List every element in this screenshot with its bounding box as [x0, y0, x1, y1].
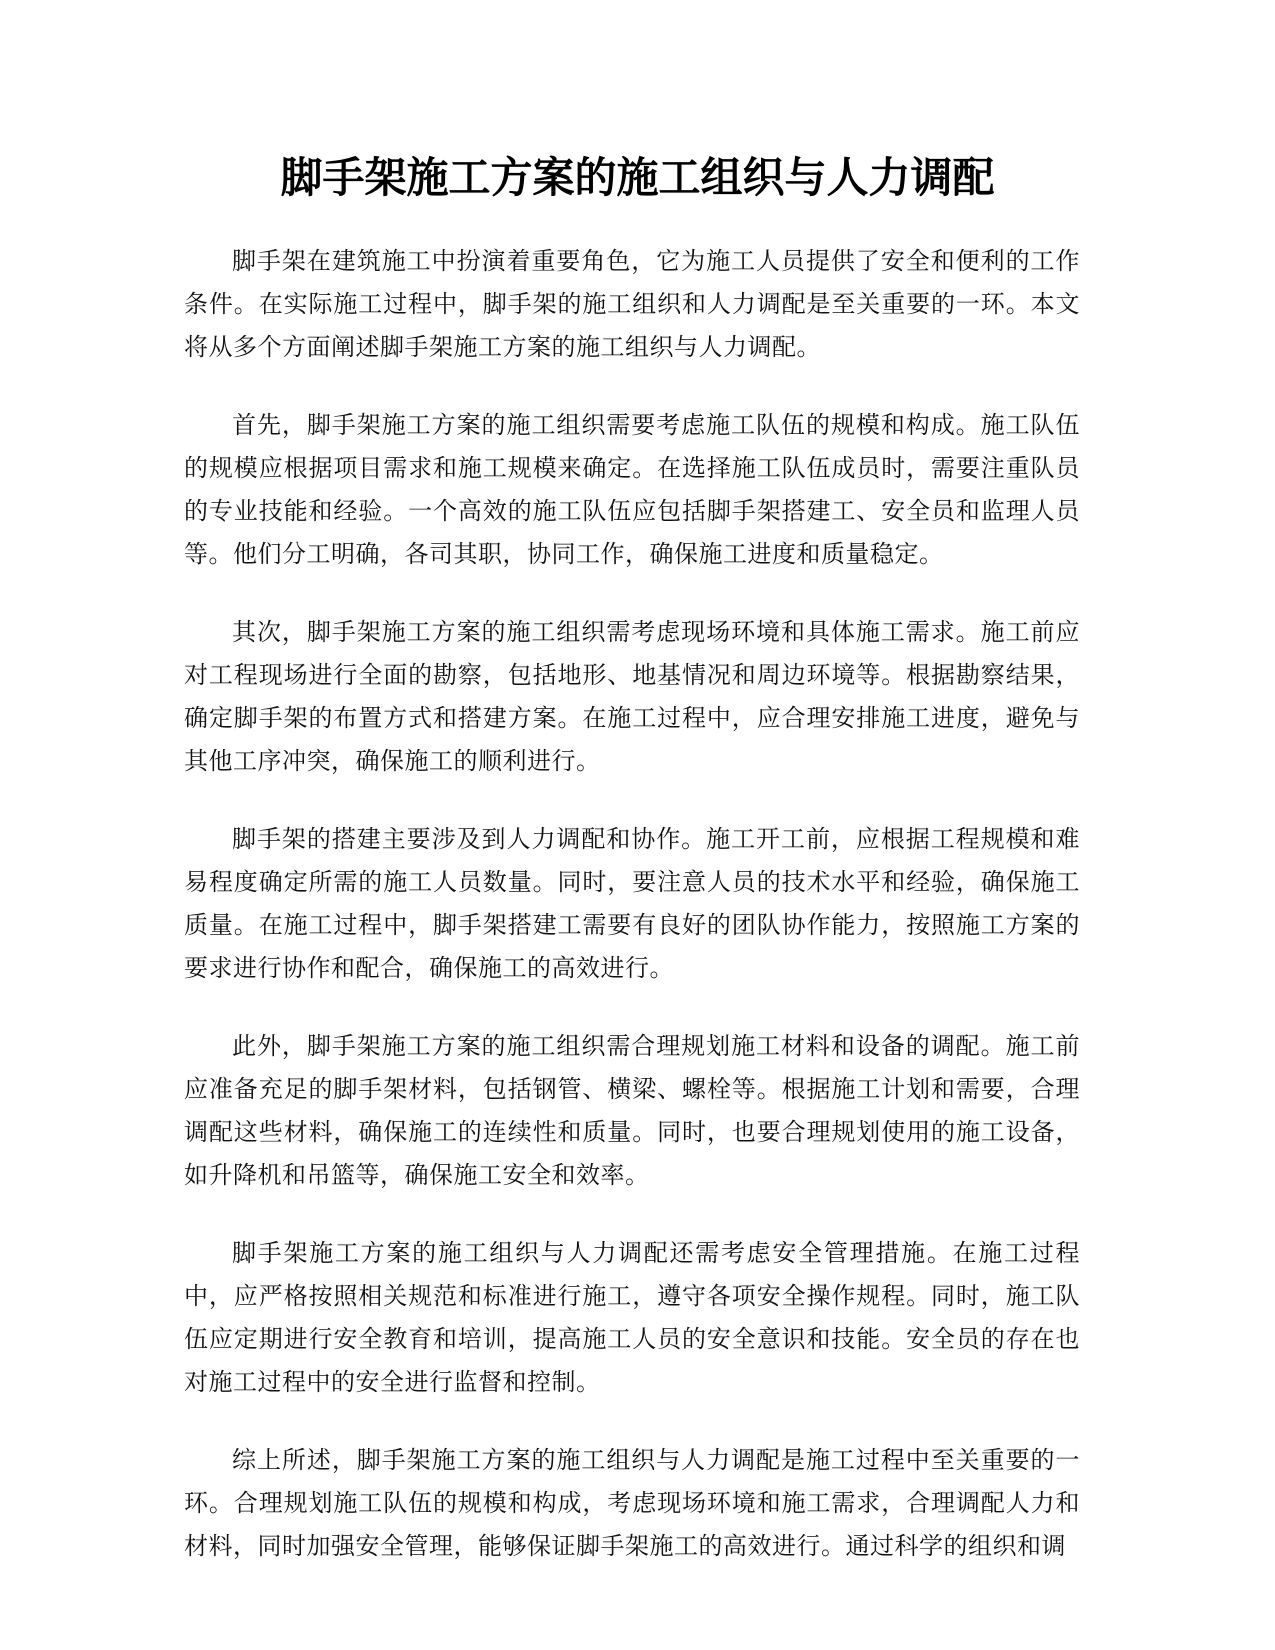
document-body — [184, 240, 1080, 1603]
paragraph-2: 首先，脚手架施工方案的施工组织需要考虑施工队伍的规模和构成。施工队伍的规模应根据项目需求和施工规模来确定。在选择施工队伍成员时，需要注重队员的专业技能和经验。一个高效的施工队伍应包括脚手架搭建工、安全员和监理人员等。他们分工明确，各司其职，协同工作，确保施工进度和质量稳定。 — [184, 411, 1080, 568]
paragraph-4: 脚手架的搭建主要涉及到人力调配和协作。施工开工前，应根据工程规模和难易程度确定所需的施工人员数量。同时，要注意人员的技术水平和经验，确保施工质量。在施工过程中，脚手架搭建工需要有良好的团队协作能力，按照施工方案的要求进行协作和配合，确保施工的高效进行。 — [184, 825, 1080, 982]
paragraph-3: 其次，脚手架施工方案的施工组织需考虑现场环境和具体施工需求。施工前应对工程现场进行全面的勘察，包括地形、地基情况和周边环境等。根据勘察结果，确定脚手架的布置方式和搭建方案。在施工过程中，应合理安排施工进度，避免与其他工序冲突，确保施工的顺利进行。 — [184, 618, 1080, 775]
paragraph-5: 此外，脚手架施工方案的施工组织需合理规划施工材料和设备的调配。施工前应准备充足的脚手架材料，包括钢管、横梁、螺栓等。根据施工计划和需要，合理调配这些材料，确保施工的连续性和质量。同时，也要合理规划使用的施工设备，如升降机和吊篮等，确保施工安全和效率。 — [184, 1032, 1080, 1189]
document-title: 脚手架施工方案的施工组织与人力调配 — [280, 153, 995, 202]
paragraph-7: 综上所述，脚手架施工方案的施工组织与人力调配是施工过程中至关重要的一环。合理规划施工队伍的规模和构成，考虑现场环境和施工需求，合理调配人力和材料，同时加强安全管理，能够保证脚手架施工的高效进行。通过科学的组织和调 — [184, 1446, 1080, 1560]
paragraph-1: 脚手架在建筑施工中扮演着重要角色，它为施工人员提供了安全和便利的工作条件。在实际施工过程中，脚手架的施工组织和人力调配是至关重要的一环。本文将从多个方面阐述脚手架施工方案的施工组织与人力调配。 — [184, 247, 1080, 361]
paragraph-6: 脚手架施工方案的施工组织与人力调配还需考虑安全管理措施。在施工过程中，应严格按照相关规范和标准进行施工，遵守各项安全操作规程。同时，施工队伍应定期进行安全教育和培训，提高施工人员的安全意识和技能。安全员的存在也对施工过程中的安全进行监督和控制。 — [184, 1239, 1080, 1396]
